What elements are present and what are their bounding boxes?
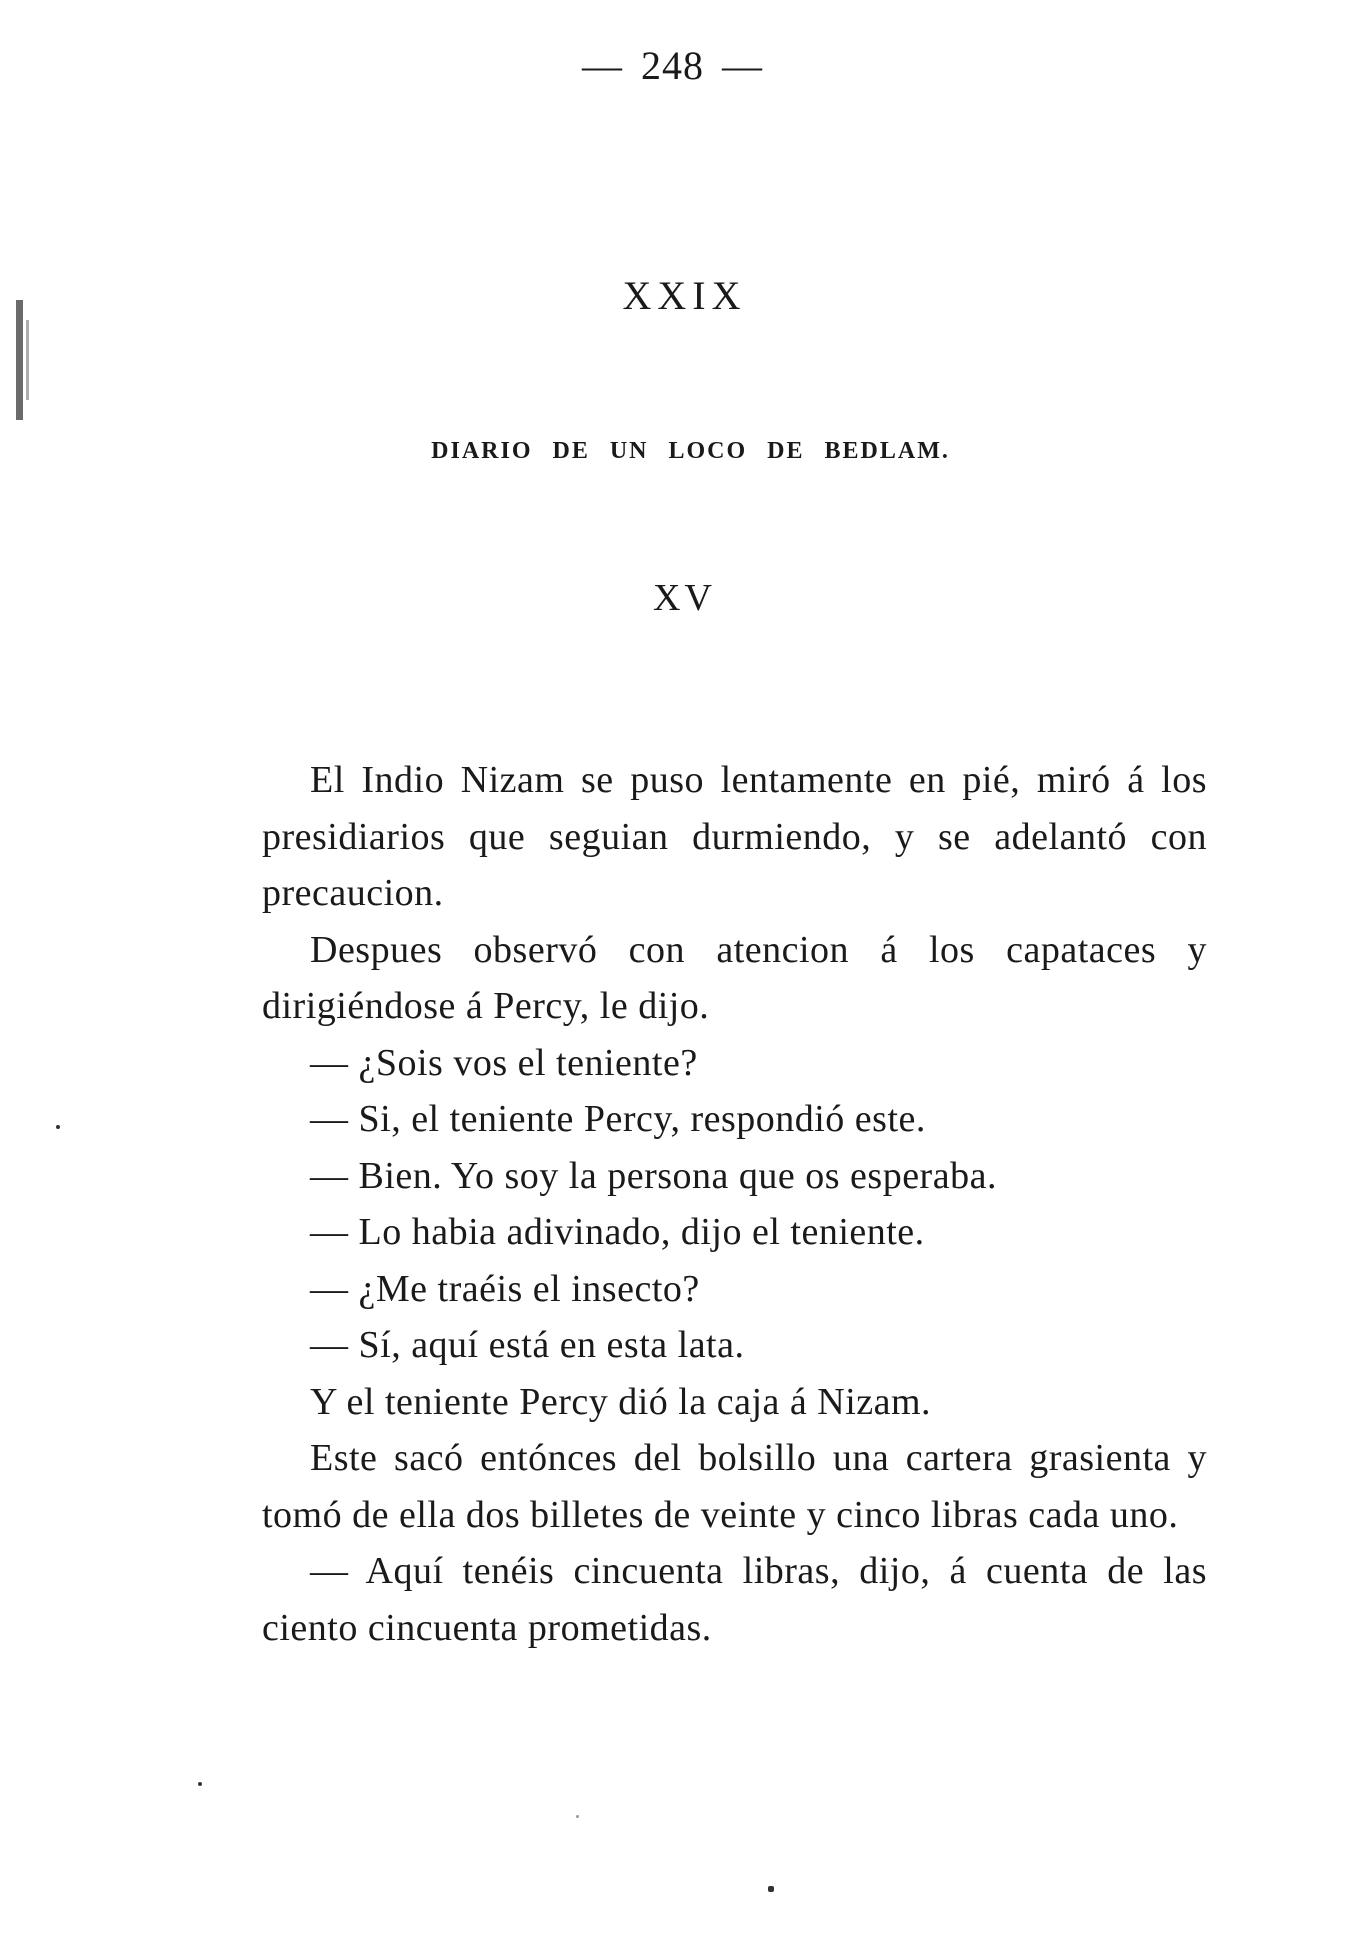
margin-ink-mark-secondary [26, 320, 29, 400]
dialogue-line: — ¿Me traéis el insecto? [310, 1267, 700, 1310]
paragraph: Despues observó con atencion á los capataces y dirigiéndose á Percy, le dijo. [262, 928, 1207, 1027]
page-number: 248 [641, 43, 704, 88]
dialogue-line: — Sí, aquí está en esta lata. [310, 1324, 745, 1366]
page-number-line [0, 42, 1345, 89]
section-title: DIARIO DE UN LOCO DE BEDLAM. [431, 438, 950, 464]
body-text [262, 752, 1207, 1656]
paper-speck [56, 1125, 60, 1129]
dialogue-line: — Aquí tenéis cincuenta libras, dijo, á cuenta de las ciento cincuenta prometidas. [262, 1550, 1207, 1649]
dialogue-line: — Lo habia adivinado, dijo el teniente. [310, 1211, 925, 1253]
page-number-left-dash: — [582, 43, 623, 88]
dialogue-line: — Si, el teniente Percy, respondió este. [310, 1098, 926, 1140]
paper-speck [198, 1782, 202, 1786]
chapter-number: XXIX [622, 273, 747, 318]
paragraph: Este sacó entónces del bolsillo una cartera grasienta y tomó de ella dos billetes de veinte y cinco libras cada uno. [262, 1437, 1207, 1536]
dialogue-line: — Bien. Yo soy la persona que os esperaba. [310, 1154, 997, 1197]
page-number-right-dash: — [722, 43, 763, 88]
paragraph: El Indio Nizam se puso lentamente en pié, miró á los presidiarios que seguian durmiendo, y se adelantó con precaucion. [262, 759, 1207, 914]
paper-speck [768, 1886, 774, 1892]
paper-speck [576, 1815, 579, 1818]
sub-section-number: XV [653, 577, 716, 619]
paragraph: Y el teniente Percy dió la caja á Nizam. [310, 1380, 932, 1423]
dialogue-line: — ¿Sois vos el teniente? [310, 1041, 698, 1084]
